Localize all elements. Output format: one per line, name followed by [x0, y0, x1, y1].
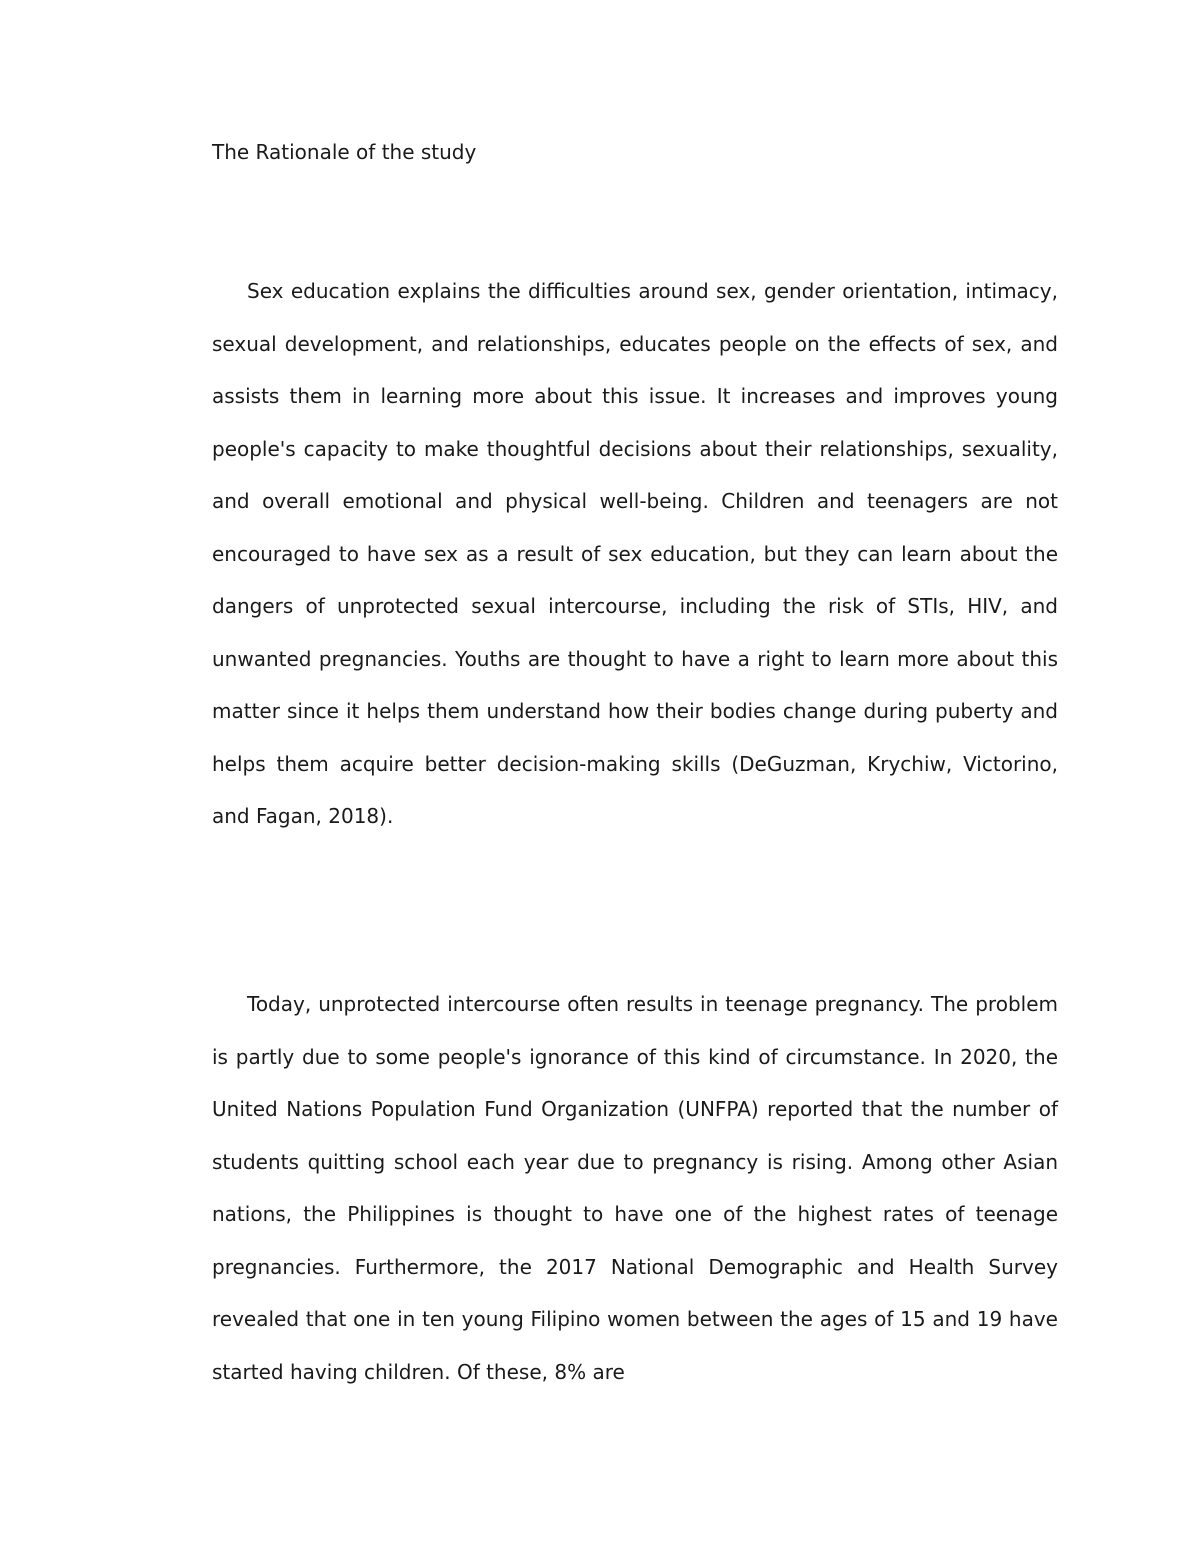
paragraph-sex-education: Sex education explains the difficulties around sex, gender orientation, intimacy, sexual development, and relationships, educates people on the effects of sex, and assists them in learning more about this issue. It increases and improves young people's capacity to make thoughtful decisions about their relationships, sexuality, and overall emotional and physical well-being. Children and teenagers are not encouraged to have sex as a result of sex education, but they can learn about the dangers of unprotected sexual intercourse, including the risk of STIs, HIV, and unwanted pregnancies. Youths are thought to have a right to learn more about this matter since it helps them understand how their bodies change during puberty and helps them acquire better decision-making skills (DeGuzman, Krychiw, Victorino, and Fagan, 2018).: [212, 279, 1058, 828]
paragraph-teenage-pregnancy: Today, unprotected intercourse often results in teenage pregnancy. The problem is partly due to some people's ignorance of this kind of circumstance. In 2020, the United Nations Population Fund Organization (UNFPA) reported that the number of students quitting school each year due to pregnancy is rising. Among other Asian nations, the Philippines is thought to have one of the highest rates of teenage pregnancies. Furthermore, the 2017 National Demographic and Health Survey revealed that one in ten young Filipino women between the ages of 15 and 19 have started having children. Of these, 8% are: [212, 992, 1058, 1384]
page-title: The Rationale of the study: [212, 140, 477, 164]
